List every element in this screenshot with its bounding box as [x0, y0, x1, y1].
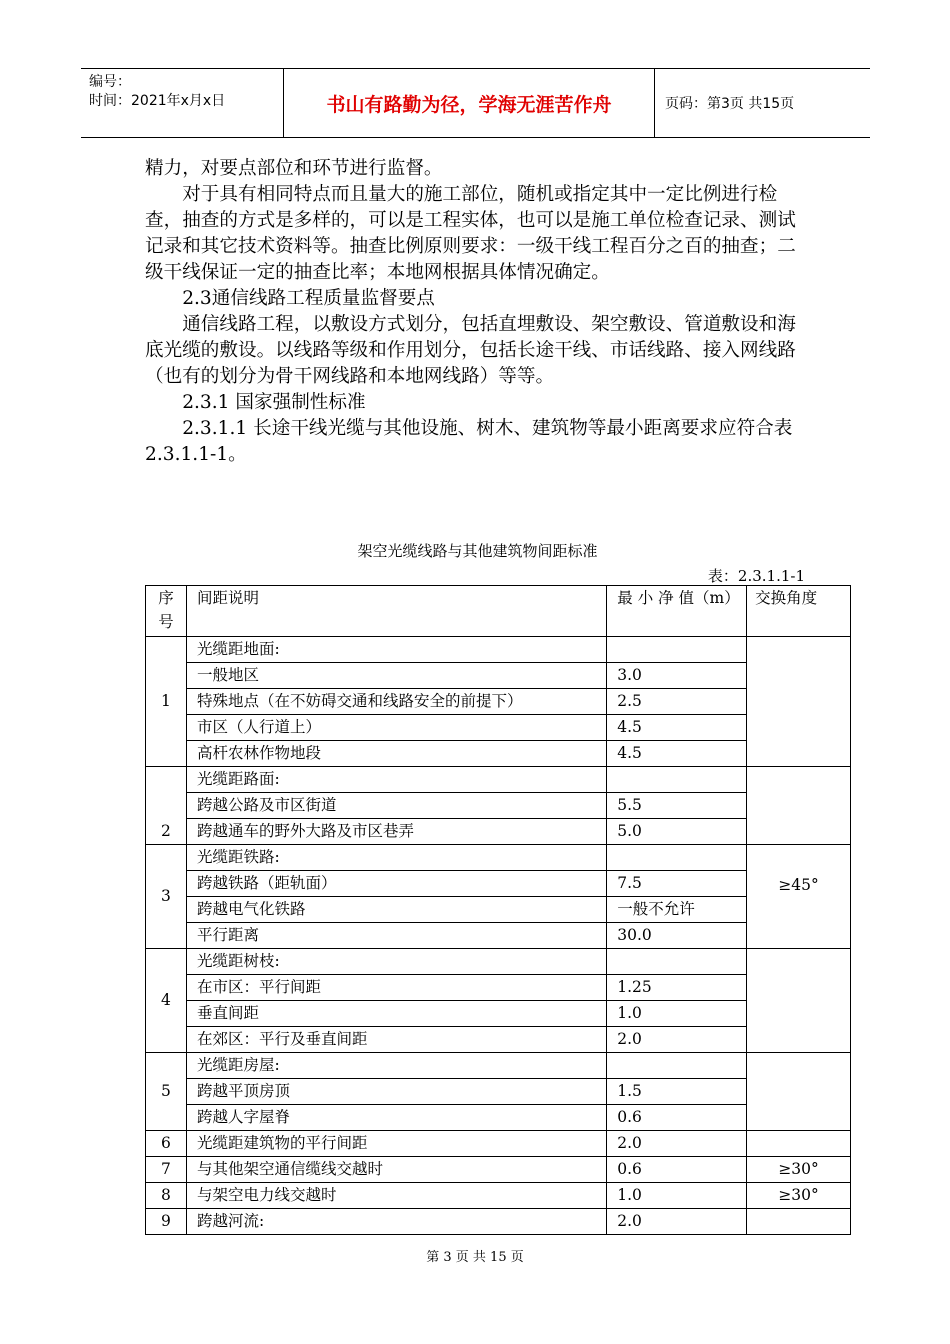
table-header-row: [146, 586, 851, 637]
cell-value: 0.6: [607, 1105, 747, 1131]
cell-desc: 垂直间距: [186, 1001, 606, 1027]
cell-desc: 与架空电力线交越时: [186, 1183, 606, 1209]
cell-value: 30.0: [607, 923, 747, 949]
cell-value: 1.25: [607, 975, 747, 1001]
cell-angle: [747, 1209, 851, 1235]
row-no: 3: [146, 845, 187, 949]
paragraph-4: 通信线路工程，以敷设方式划分，包括直埋敷设、架空敷设、管道敷设和海底光缆的敷设。以线路等级和作用划分，包括长途干线、市话线路、接入网线路（也有的划分为骨干网线路和本地网线路）等等。: [145, 314, 796, 387]
cell-value: 0.6: [607, 1157, 747, 1183]
paragraph-1: 精力，对要点部位和环节进行监督。: [145, 158, 443, 179]
cell-angle: [747, 767, 851, 845]
cell-desc: 高杆农林作物地段: [186, 741, 606, 767]
cell-desc: 光缆距树枝:: [186, 949, 606, 975]
cell-value: 1.5: [607, 1079, 747, 1105]
paragraph-2: 对于具有相同特点而且量大的施工部位，随机或指定其中一定比例进行检查，抽查的方式是多样的，可以是工程实体，也可以是施工单位检查记录、测试记录和其它技术资料等。抽查比例原则要求：一级干线工程百分之百的抽查；二级干线保证一定的抽查比率；本地网根据具体情况确定。: [145, 184, 796, 283]
cell-desc: 跨越平顶房顶: [186, 1079, 606, 1105]
cell-angle: [747, 1131, 851, 1157]
angle-30-power: ≥30°: [747, 1183, 851, 1209]
header-meta: [81, 69, 284, 137]
angle-45: ≥45°: [747, 845, 851, 949]
cell-desc: 市区（人行道上）: [186, 715, 606, 741]
header-motto: 书山有路勤为径，学海无涯苦作舟: [284, 69, 655, 137]
table-row: [146, 819, 851, 845]
table-row: [146, 975, 851, 1001]
row-no: 5: [146, 1053, 187, 1131]
table-row: [146, 845, 851, 871]
table-row: [146, 637, 851, 663]
table-row: [146, 1183, 851, 1209]
cell-desc: 一般地区: [186, 663, 606, 689]
table-row: [146, 793, 851, 819]
row-no: 4: [146, 949, 187, 1053]
doc-time-label: 时间：2021年x月x日: [89, 93, 226, 109]
table-row: [146, 663, 851, 689]
cell-desc: 光缆距房屋:: [186, 1053, 606, 1079]
cell-desc: 光缆距路面:: [186, 767, 606, 793]
table-row: [146, 1209, 851, 1235]
row-no: 6: [146, 1131, 187, 1157]
cell-angle: [747, 637, 851, 767]
cell-value: 2.0: [607, 1027, 747, 1053]
table-row: [146, 871, 851, 897]
header-page-label: 页码：第3页 共15页: [665, 96, 795, 112]
cell-value: 1.0: [607, 1183, 747, 1209]
table-row: [146, 1027, 851, 1053]
cell-desc: 跨越铁路（距轨面）: [186, 871, 606, 897]
cell-desc: 在市区：平行间距: [186, 975, 606, 1001]
cell-desc: 跨越通车的野外大路及市区巷弄: [186, 819, 606, 845]
table-row: [146, 1001, 851, 1027]
cell-value: 7.5: [607, 871, 747, 897]
table-number: 表：2.3.1.1-1: [707, 567, 805, 585]
cell-value: [607, 767, 747, 793]
section-heading-2-3: 2.3通信线路工程质量监督要点: [182, 288, 435, 309]
row-no: 9: [146, 1209, 187, 1235]
table-row: [146, 1131, 851, 1157]
cell-value: 3.0: [607, 663, 747, 689]
cell-desc: 光缆距铁路:: [186, 845, 606, 871]
table-row: [146, 897, 851, 923]
cell-value: 4.5: [607, 741, 747, 767]
row-no: 1: [146, 637, 187, 767]
header-min: 最 小 净 值（m）: [607, 586, 747, 637]
cell-desc: 跨越公路及市区街道: [186, 793, 606, 819]
doc-number-label: 编号：: [89, 74, 131, 90]
table-row: [146, 689, 851, 715]
header-angle: 交换角度: [747, 586, 851, 637]
cell-value: 2.0: [607, 1131, 747, 1157]
cell-value: [607, 637, 747, 663]
table-row: [146, 715, 851, 741]
cell-desc: 在郊区：平行及垂直间距: [186, 1027, 606, 1053]
table-row: [146, 923, 851, 949]
cell-value: 4.5: [607, 715, 747, 741]
table-row: [146, 1157, 851, 1183]
body-text: [145, 156, 810, 468]
row-no: 2: [146, 767, 187, 845]
cell-value: 5.5: [607, 793, 747, 819]
distance-table: [145, 585, 851, 1235]
cell-angle: [747, 949, 851, 1053]
table-caption: 架空光缆线路与其他建筑物间距标准: [357, 542, 598, 560]
section-heading-2-3-1: 2.3.1 国家强制性标准: [182, 392, 366, 413]
row-no: 7: [146, 1157, 187, 1183]
cell-desc: 与其他架空通信缆线交越时: [186, 1157, 606, 1183]
cell-desc: 跨越电气化铁路: [186, 897, 606, 923]
row-no: 8: [146, 1183, 187, 1209]
header-desc: 间距说明: [186, 586, 606, 637]
cell-value: 1.0: [607, 1001, 747, 1027]
table-row: [146, 741, 851, 767]
cell-desc: 特殊地点（在不妨碍交通和线路安全的前提下）: [186, 689, 606, 715]
cell-desc: 平行距离: [186, 923, 606, 949]
cell-desc: 跨越河流:: [186, 1209, 606, 1235]
cell-value: [607, 1053, 747, 1079]
paragraph-6: 2.3.1.1 长途干线光缆与其他设施、树木、建筑物等最小距离要求应符合表2.3.1.1-1。: [145, 418, 793, 465]
table-row: [146, 1053, 851, 1079]
cell-value: 5.0: [607, 819, 747, 845]
angle-30-comm: ≥30°: [747, 1157, 851, 1183]
table-row: [146, 1079, 851, 1105]
cell-value: 2.5: [607, 689, 747, 715]
page-header: [81, 68, 870, 138]
page-footer: 第 3 页 共 15 页: [426, 1250, 524, 1265]
cell-angle: [747, 1053, 851, 1131]
table-row: [146, 949, 851, 975]
header-no: 序号: [146, 586, 187, 637]
cell-desc: 光缆距建筑物的平行间距: [186, 1131, 606, 1157]
cell-value: [607, 845, 747, 871]
table-row: [146, 1105, 851, 1131]
cell-desc: 光缆距地面:: [186, 637, 606, 663]
cell-desc: 跨越人字屋脊: [186, 1105, 606, 1131]
cell-value: 2.0: [607, 1209, 747, 1235]
table-row: [146, 767, 851, 793]
cell-value: [607, 949, 747, 975]
cell-value: 一般不允许: [607, 897, 747, 923]
